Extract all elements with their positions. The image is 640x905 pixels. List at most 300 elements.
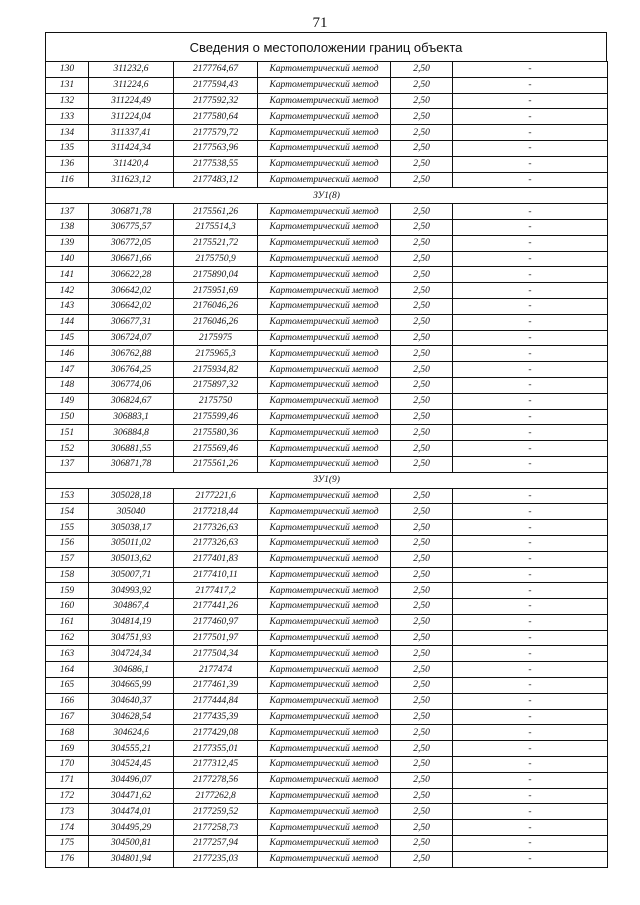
table-row [46, 567, 608, 583]
accuracy: 2,50 [391, 820, 453, 836]
dash: - [453, 741, 608, 757]
method: Картометрический метод [258, 156, 391, 172]
dash: - [453, 425, 608, 441]
dash: - [453, 346, 608, 362]
table-row [46, 788, 608, 804]
accuracy: 2,50 [391, 614, 453, 630]
table-row [46, 172, 608, 188]
coord-y: 2177504,34 [174, 646, 258, 662]
method: Картометрический метод [258, 614, 391, 630]
point-number: 132 [46, 93, 89, 109]
accuracy: 2,50 [391, 772, 453, 788]
method: Картометрический метод [258, 583, 391, 599]
dash: - [453, 678, 608, 694]
coord-x: 305038,17 [89, 520, 174, 536]
coord-x: 311337,41 [89, 125, 174, 141]
accuracy: 2,50 [391, 504, 453, 520]
coord-x: 306772,05 [89, 235, 174, 251]
accuracy: 2,50 [391, 77, 453, 93]
coord-y: 2177258,73 [174, 820, 258, 836]
table-row [46, 520, 608, 536]
coordinates-table [45, 61, 608, 868]
coord-x: 305013,62 [89, 551, 174, 567]
accuracy: 2,50 [391, 693, 453, 709]
table-row [46, 757, 608, 773]
method: Картометрический метод [258, 393, 391, 409]
coord-y: 2177429,08 [174, 725, 258, 741]
dash: - [453, 283, 608, 299]
accuracy: 2,50 [391, 662, 453, 678]
coord-y: 2177592,32 [174, 93, 258, 109]
method: Картометрический метод [258, 820, 391, 836]
method: Картометрический метод [258, 709, 391, 725]
coord-y: 2175521,72 [174, 235, 258, 251]
method: Картометрический метод [258, 662, 391, 678]
coord-x: 306871,78 [89, 456, 174, 472]
point-number: 137 [46, 204, 89, 220]
dash: - [453, 314, 608, 330]
accuracy: 2,50 [391, 678, 453, 694]
coord-y: 2175975 [174, 330, 258, 346]
section-header-row [46, 188, 608, 204]
dash: - [453, 725, 608, 741]
coord-x: 306775,57 [89, 219, 174, 235]
point-number: 150 [46, 409, 89, 425]
coord-x: 305028,18 [89, 488, 174, 504]
table-row [46, 488, 608, 504]
method: Картометрический метод [258, 693, 391, 709]
coord-x: 311420,4 [89, 156, 174, 172]
point-number: 133 [46, 109, 89, 125]
point-number: 152 [46, 441, 89, 457]
coord-y: 2177461,39 [174, 678, 258, 694]
page-number: 71 [312, 15, 328, 31]
point-number: 144 [46, 314, 89, 330]
method: Картометрический метод [258, 172, 391, 188]
point-number: 141 [46, 267, 89, 283]
point-number: 164 [46, 662, 89, 678]
coord-x: 304867,4 [89, 599, 174, 615]
method: Картометрический метод [258, 362, 391, 378]
coord-x: 305007,71 [89, 567, 174, 583]
accuracy: 2,50 [391, 551, 453, 567]
coord-y: 2177312,45 [174, 757, 258, 773]
point-number: 156 [46, 535, 89, 551]
accuracy: 2,50 [391, 583, 453, 599]
method: Картометрический метод [258, 204, 391, 220]
table-row [46, 646, 608, 662]
coord-y: 2175897,32 [174, 377, 258, 393]
coord-x: 306774,06 [89, 377, 174, 393]
coord-x: 304624,6 [89, 725, 174, 741]
accuracy: 2,50 [391, 393, 453, 409]
table-row [46, 614, 608, 630]
method: Картометрический метод [258, 330, 391, 346]
boundary-table-frame [45, 32, 607, 868]
dash: - [453, 93, 608, 109]
table-row [46, 662, 608, 678]
dash: - [453, 362, 608, 378]
dash: - [453, 125, 608, 141]
dash: - [453, 140, 608, 156]
coord-x: 306883,1 [89, 409, 174, 425]
method: Картометрический метод [258, 314, 391, 330]
coord-y: 2175569,46 [174, 441, 258, 457]
coord-x: 306884,8 [89, 425, 174, 441]
accuracy: 2,50 [391, 804, 453, 820]
coord-y: 2177580,64 [174, 109, 258, 125]
coord-y: 2177444,84 [174, 693, 258, 709]
coord-y: 2177221,6 [174, 488, 258, 504]
dash: - [453, 441, 608, 457]
dash: - [453, 251, 608, 267]
point-number: 173 [46, 804, 89, 820]
coord-y: 2177579,72 [174, 125, 258, 141]
coord-x: 311224,49 [89, 93, 174, 109]
coord-x: 304524,45 [89, 757, 174, 773]
dash: - [453, 456, 608, 472]
method: Картометрический метод [258, 109, 391, 125]
coord-x: 305040 [89, 504, 174, 520]
coord-y: 2177259,52 [174, 804, 258, 820]
coord-x: 304495,29 [89, 820, 174, 836]
method: Картометрический метод [258, 599, 391, 615]
coord-x: 306881,55 [89, 441, 174, 457]
coord-x: 304496,07 [89, 772, 174, 788]
point-number: 146 [46, 346, 89, 362]
table-row [46, 235, 608, 251]
coord-y: 2177355,01 [174, 741, 258, 757]
accuracy: 2,50 [391, 409, 453, 425]
dash: - [453, 820, 608, 836]
dash: - [453, 599, 608, 615]
coord-y: 2175599,46 [174, 409, 258, 425]
coord-y: 2177262,8 [174, 788, 258, 804]
table-row [46, 425, 608, 441]
coord-y: 2177474 [174, 662, 258, 678]
point-number: 134 [46, 125, 89, 141]
coord-y: 2177563,96 [174, 140, 258, 156]
coord-x: 306724,07 [89, 330, 174, 346]
accuracy: 2,50 [391, 109, 453, 125]
method: Картометрический метод [258, 283, 391, 299]
coord-y: 2177460,97 [174, 614, 258, 630]
accuracy: 2,50 [391, 535, 453, 551]
accuracy: 2,50 [391, 456, 453, 472]
point-number: 163 [46, 646, 89, 662]
method: Картометрический метод [258, 646, 391, 662]
accuracy: 2,50 [391, 757, 453, 773]
point-number: 169 [46, 741, 89, 757]
dash: - [453, 77, 608, 93]
table-title: Сведения о местоположении границ объекта [45, 32, 607, 61]
coord-x: 306764,25 [89, 362, 174, 378]
method: Картометрический метод [258, 62, 391, 78]
accuracy: 2,50 [391, 788, 453, 804]
method: Картометрический метод [258, 377, 391, 393]
coord-x: 306642,02 [89, 298, 174, 314]
point-number: 138 [46, 219, 89, 235]
accuracy: 2,50 [391, 330, 453, 346]
table-row [46, 709, 608, 725]
accuracy: 2,50 [391, 172, 453, 188]
coord-x: 304555,21 [89, 741, 174, 757]
method: Картометрический метод [258, 851, 391, 867]
coord-y: 2177326,63 [174, 535, 258, 551]
table-row [46, 314, 608, 330]
coord-y: 2175514,3 [174, 219, 258, 235]
method: Картометрический метод [258, 441, 391, 457]
table-row [46, 140, 608, 156]
dash: - [453, 646, 608, 662]
point-number: 176 [46, 851, 89, 867]
method: Картометрический метод [258, 725, 391, 741]
coord-y: 2177401,83 [174, 551, 258, 567]
dash: - [453, 520, 608, 536]
point-number: 165 [46, 678, 89, 694]
coord-y: 2177410,11 [174, 567, 258, 583]
method: Картометрический метод [258, 788, 391, 804]
table-row [46, 678, 608, 694]
point-number: 167 [46, 709, 89, 725]
table-row [46, 504, 608, 520]
method: Картометрический метод [258, 772, 391, 788]
method: Картометрический метод [258, 409, 391, 425]
coord-x: 304640,37 [89, 693, 174, 709]
section-label: ЗУ1(8) [46, 188, 608, 204]
point-number: 135 [46, 140, 89, 156]
dash: - [453, 109, 608, 125]
point-number: 116 [46, 172, 89, 188]
dash: - [453, 788, 608, 804]
coord-x: 306677,31 [89, 314, 174, 330]
method: Картометрический метод [258, 520, 391, 536]
point-number: 137 [46, 456, 89, 472]
coord-x: 304665,99 [89, 678, 174, 694]
table-row [46, 93, 608, 109]
point-number: 168 [46, 725, 89, 741]
coord-x: 306762,88 [89, 346, 174, 362]
table-row [46, 251, 608, 267]
table-row [46, 741, 608, 757]
dash: - [453, 772, 608, 788]
table-row [46, 156, 608, 172]
method: Картометрический метод [258, 93, 391, 109]
dash: - [453, 504, 608, 520]
dash: - [453, 267, 608, 283]
table-row [46, 267, 608, 283]
table-row [46, 298, 608, 314]
point-number: 172 [46, 788, 89, 804]
coord-x: 304474,01 [89, 804, 174, 820]
dash: - [453, 567, 608, 583]
point-number: 157 [46, 551, 89, 567]
coord-y: 2176046,26 [174, 298, 258, 314]
coord-y: 2175561,26 [174, 456, 258, 472]
dash: - [453, 488, 608, 504]
coord-x: 306824,67 [89, 393, 174, 409]
table-row [46, 441, 608, 457]
accuracy: 2,50 [391, 725, 453, 741]
coord-y: 2175951,69 [174, 283, 258, 299]
dash: - [453, 583, 608, 599]
coord-y: 2175890,04 [174, 267, 258, 283]
table-row [46, 693, 608, 709]
coord-x: 304993,92 [89, 583, 174, 599]
table-row [46, 551, 608, 567]
accuracy: 2,50 [391, 425, 453, 441]
coord-x: 305011,02 [89, 535, 174, 551]
method: Картометрический метод [258, 757, 391, 773]
table-row [46, 804, 608, 820]
method: Картометрический метод [258, 836, 391, 852]
point-number: 158 [46, 567, 89, 583]
method: Картометрический метод [258, 488, 391, 504]
method: Картометрический метод [258, 804, 391, 820]
accuracy: 2,50 [391, 851, 453, 867]
table-row [46, 204, 608, 220]
method: Картометрический метод [258, 456, 391, 472]
accuracy: 2,50 [391, 741, 453, 757]
table-row [46, 377, 608, 393]
coord-y: 2175750 [174, 393, 258, 409]
coord-x: 311232,6 [89, 62, 174, 78]
accuracy: 2,50 [391, 93, 453, 109]
point-number: 145 [46, 330, 89, 346]
coord-y: 2175561,26 [174, 204, 258, 220]
section-header-row [46, 472, 608, 488]
point-number: 143 [46, 298, 89, 314]
table-row [46, 283, 608, 299]
coord-y: 2175580,36 [174, 425, 258, 441]
table-row [46, 583, 608, 599]
dash: - [453, 662, 608, 678]
table-row [46, 125, 608, 141]
point-number: 155 [46, 520, 89, 536]
table-row [46, 409, 608, 425]
accuracy: 2,50 [391, 204, 453, 220]
table-row [46, 330, 608, 346]
coord-x: 304686,1 [89, 662, 174, 678]
point-number: 154 [46, 504, 89, 520]
accuracy: 2,50 [391, 630, 453, 646]
point-number: 161 [46, 614, 89, 630]
dash: - [453, 62, 608, 78]
coord-y: 2177235,03 [174, 851, 258, 867]
method: Картометрический метод [258, 678, 391, 694]
dash: - [453, 804, 608, 820]
dash: - [453, 235, 608, 251]
coord-y: 2177483,12 [174, 172, 258, 188]
coord-y: 2177435,39 [174, 709, 258, 725]
accuracy: 2,50 [391, 125, 453, 141]
point-number: 147 [46, 362, 89, 378]
coord-y: 2177278,56 [174, 772, 258, 788]
accuracy: 2,50 [391, 346, 453, 362]
coord-y: 2177326,63 [174, 520, 258, 536]
method: Картометрический метод [258, 219, 391, 235]
table-row [46, 851, 608, 867]
method: Картометрический метод [258, 140, 391, 156]
coord-y: 2177594,43 [174, 77, 258, 93]
accuracy: 2,50 [391, 520, 453, 536]
method: Картометрический метод [258, 298, 391, 314]
point-number: 136 [46, 156, 89, 172]
point-number: 171 [46, 772, 89, 788]
coord-y: 2177764,67 [174, 62, 258, 78]
accuracy: 2,50 [391, 140, 453, 156]
coord-y: 2176046,26 [174, 314, 258, 330]
accuracy: 2,50 [391, 646, 453, 662]
coord-x: 304500,81 [89, 836, 174, 852]
accuracy: 2,50 [391, 314, 453, 330]
coord-x: 306871,78 [89, 204, 174, 220]
method: Картометрический метод [258, 630, 391, 646]
accuracy: 2,50 [391, 441, 453, 457]
coord-x: 306671,66 [89, 251, 174, 267]
point-number: 175 [46, 836, 89, 852]
table-row [46, 599, 608, 615]
point-number: 166 [46, 693, 89, 709]
accuracy: 2,50 [391, 836, 453, 852]
point-number: 159 [46, 583, 89, 599]
table-row [46, 362, 608, 378]
method: Картометрический метод [258, 125, 391, 141]
coord-y: 2175750,9 [174, 251, 258, 267]
method: Картометрический метод [258, 346, 391, 362]
dash: - [453, 330, 608, 346]
dash: - [453, 709, 608, 725]
coord-x: 304471,62 [89, 788, 174, 804]
point-number: 130 [46, 62, 89, 78]
dash: - [453, 156, 608, 172]
accuracy: 2,50 [391, 251, 453, 267]
accuracy: 2,50 [391, 219, 453, 235]
coord-x: 311224,6 [89, 77, 174, 93]
dash: - [453, 630, 608, 646]
coord-y: 2177257,94 [174, 836, 258, 852]
point-number: 162 [46, 630, 89, 646]
dash: - [453, 298, 608, 314]
method: Картометрический метод [258, 741, 391, 757]
accuracy: 2,50 [391, 377, 453, 393]
coord-x: 311424,34 [89, 140, 174, 156]
table-row [46, 62, 608, 78]
method: Картометрический метод [258, 251, 391, 267]
table-row [46, 772, 608, 788]
dash: - [453, 204, 608, 220]
coord-x: 304814,19 [89, 614, 174, 630]
table-row [46, 630, 608, 646]
method: Картометрический метод [258, 504, 391, 520]
table-row [46, 346, 608, 362]
dash: - [453, 409, 608, 425]
point-number: 149 [46, 393, 89, 409]
dash: - [453, 693, 608, 709]
coord-x: 306642,02 [89, 283, 174, 299]
table-row [46, 109, 608, 125]
coord-y: 2175934,82 [174, 362, 258, 378]
method: Картометрический метод [258, 535, 391, 551]
accuracy: 2,50 [391, 298, 453, 314]
accuracy: 2,50 [391, 267, 453, 283]
dash: - [453, 377, 608, 393]
coord-x: 304801,94 [89, 851, 174, 867]
method: Картометрический метод [258, 267, 391, 283]
coord-y: 2177218,44 [174, 504, 258, 520]
dash: - [453, 836, 608, 852]
table-row [46, 820, 608, 836]
